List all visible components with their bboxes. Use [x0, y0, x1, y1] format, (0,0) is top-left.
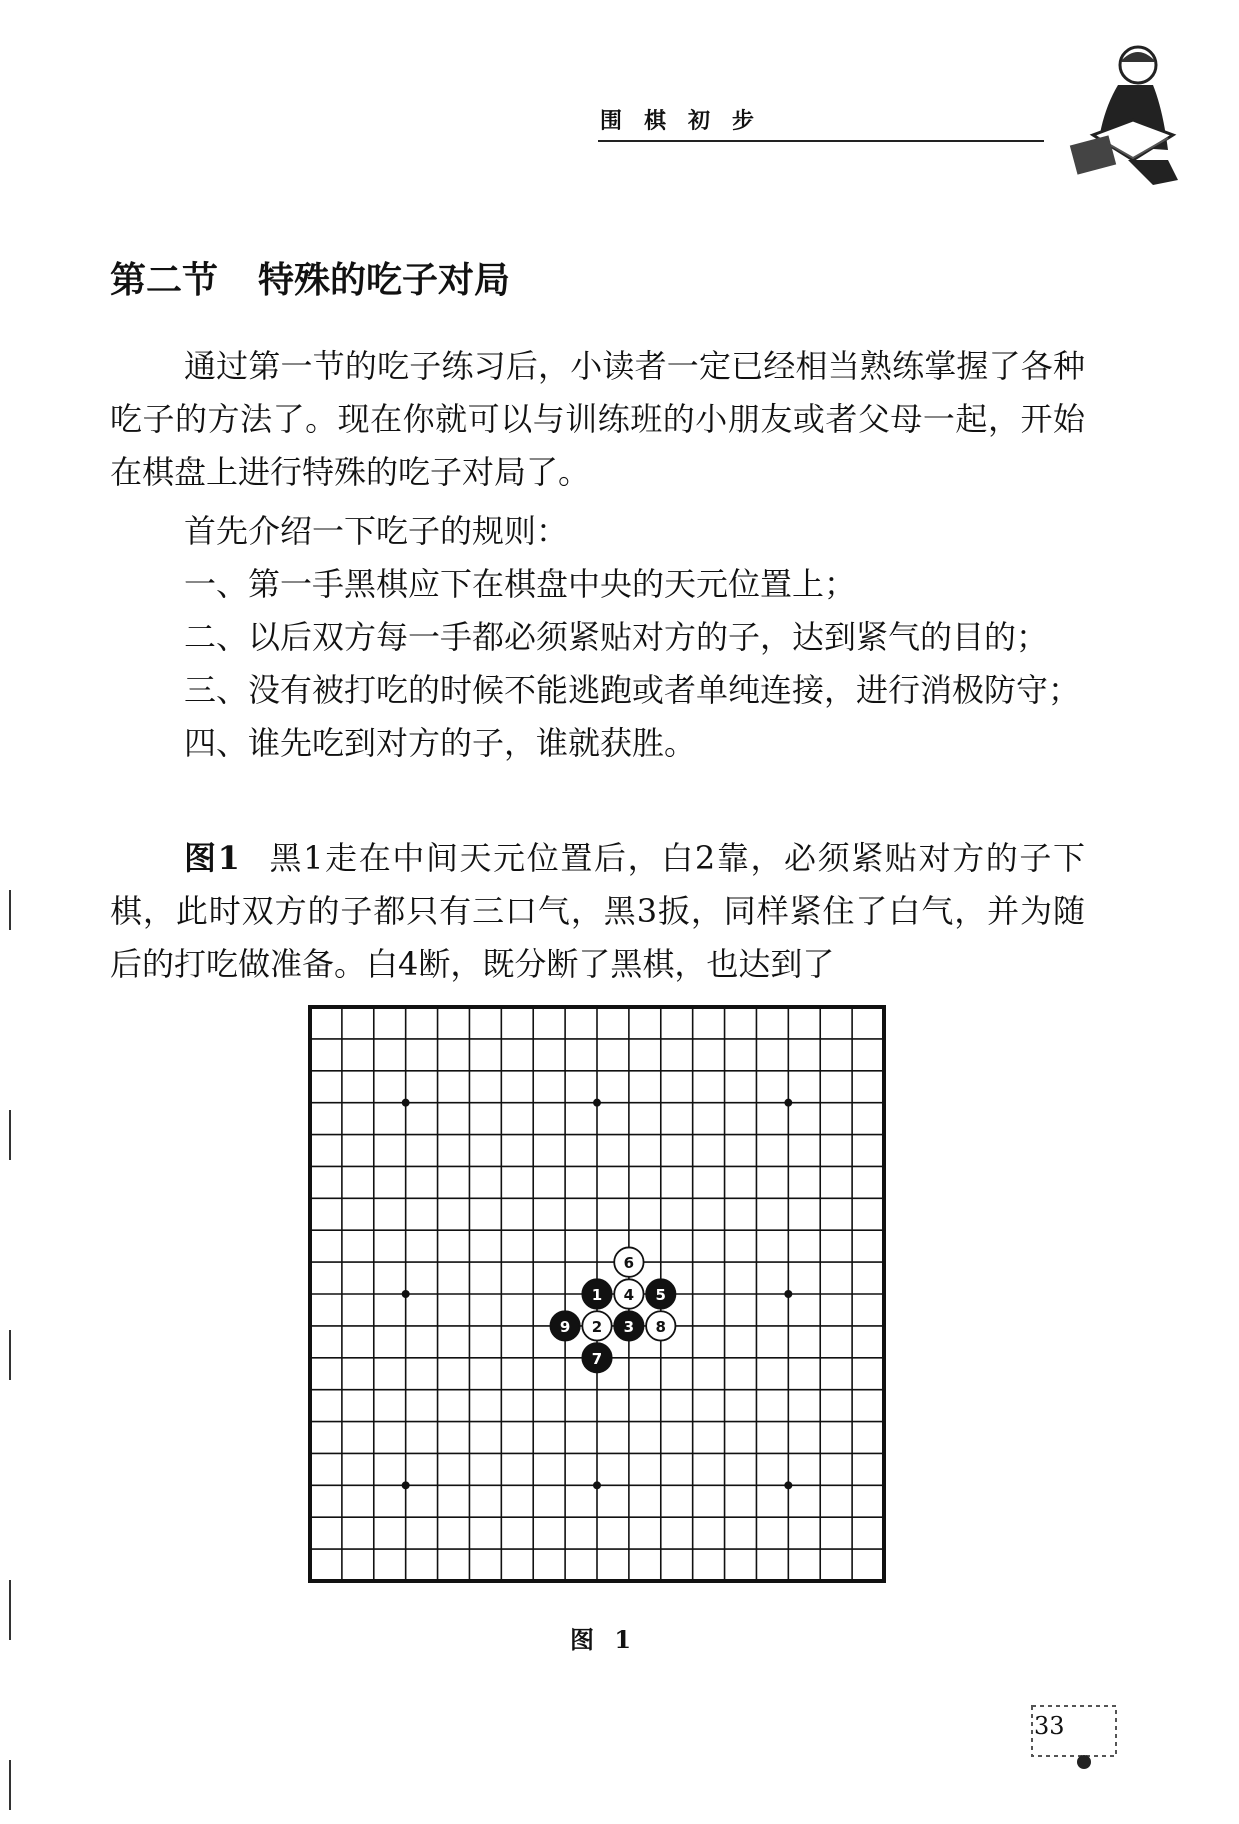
running-head: 围棋初步: [600, 108, 777, 134]
rule-item: 二、以后双方每一手都必须紧贴对方的子，达到紧气的目的；: [184, 618, 1049, 656]
section-number: 第二节: [110, 259, 219, 301]
intro-paragraph: 通过第一节的吃子练习后，小读者一定已经相当熟练掌握了各种吃子的方法了。现在你就可以与训练班的小朋友或者父母一起，开始在棋盘上进行特殊的吃子对局了。: [110, 347, 1085, 491]
figure-description-text: 黑1走在中间天元位置后，白2靠，必须紧贴对方的子下棋，此时双方的子都只有三口气，黑3扳，同样紧住了白气，并为随后的打吃做准备。白4断，既分断了黑棋，也达到了: [110, 839, 1085, 983]
rule-item: 三、没有被打吃的时候不能逃跑或者单纯连接，进行消极防守；: [184, 671, 1081, 709]
page-number: 33: [1034, 1712, 1065, 1740]
stone-number: 6: [623, 1254, 635, 1273]
star-point: [402, 1290, 410, 1298]
star-point: [402, 1481, 410, 1489]
section-heading: 特殊的吃子对局: [258, 259, 511, 301]
star-point: [784, 1099, 792, 1107]
go-board: [306, 1003, 888, 1585]
stone-number: 1: [591, 1286, 603, 1304]
figure-caption: 图 1: [570, 1625, 638, 1654]
star-point: [593, 1481, 601, 1489]
header-rule: [598, 140, 1044, 142]
rule-item: 四、谁先吃到对方的子，谁就获胜。: [184, 724, 697, 762]
star-point: [784, 1290, 792, 1298]
star-point: [402, 1099, 410, 1107]
star-point: [784, 1481, 792, 1489]
rules-list: [110, 558, 1085, 770]
go-board-figure: [306, 1003, 888, 1589]
stone-number: 3: [623, 1317, 635, 1336]
rules-intro: 首先介绍一下吃子的规则：: [184, 512, 569, 550]
star-point: [593, 1099, 601, 1107]
stone-number: 5: [655, 1286, 666, 1304]
stone-number: 7: [591, 1349, 603, 1368]
figure-description: [110, 832, 1085, 991]
section-title: [110, 252, 510, 303]
rule-item: 一、第一手黑棋应下在棋盘中央的天元位置上；: [184, 565, 857, 603]
stone-number: 4: [623, 1286, 635, 1304]
figure-reference: 图1: [184, 839, 240, 877]
stone-number: 8: [655, 1317, 666, 1336]
scan-edge-marks: [0, 880, 20, 1820]
stone-number: 2: [591, 1317, 603, 1336]
reading-child-illustration: [1058, 40, 1188, 190]
stone-number: 9: [559, 1317, 571, 1336]
